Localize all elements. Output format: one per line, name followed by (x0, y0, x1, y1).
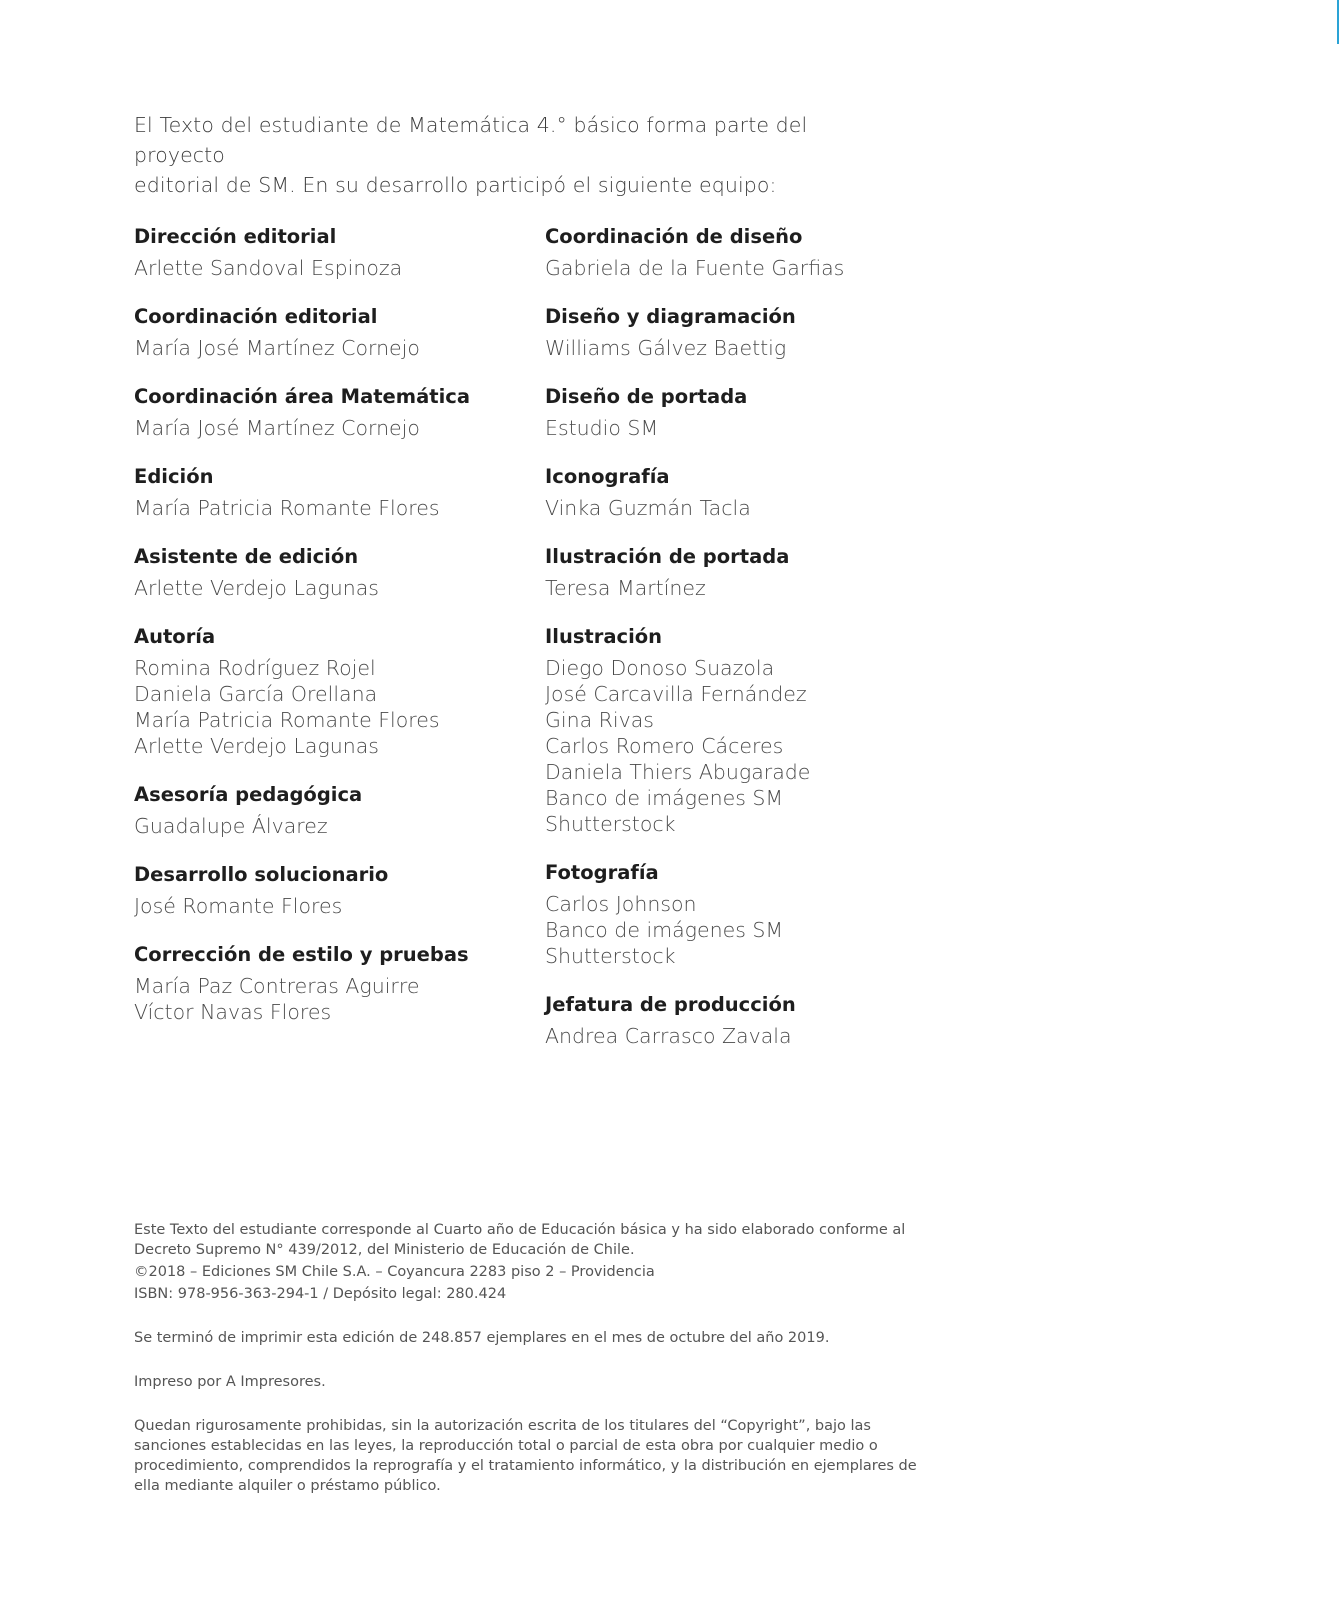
credit-name: Banco de imágenes SM (545, 918, 784, 942)
credit-role: Edición (134, 465, 214, 488)
credit-role: Coordinación área Matemática (134, 385, 470, 408)
credit-role: Diseño de portada (545, 385, 748, 408)
credit-block (545, 224, 965, 281)
intro-line: editorial de SM. En su desarrollo participó el siguiente equipo: (134, 173, 777, 197)
credit-name: Daniela García Orellana (134, 682, 378, 706)
credit-name: María Patricia Romante Flores (134, 496, 440, 520)
print-run-text: Se terminó de imprimir esta edición de 248.857 ejemplares en el mes de octubre del año 2019. (134, 1330, 830, 1346)
credit-block (134, 464, 534, 521)
credit-name: Estudio SM (545, 416, 659, 440)
credit-names (134, 893, 534, 919)
credit-name: Arlette Verdejo Lagunas (134, 734, 379, 758)
credit-role: Coordinación de diseño (545, 225, 803, 248)
credit-names (134, 415, 534, 441)
printer-text: Impreso por A Impresores. (134, 1374, 326, 1390)
credit-block (134, 224, 534, 281)
credit-names (545, 575, 965, 601)
credit-role: Diseño y diagramación (545, 305, 796, 328)
credit-name: Daniela Thiers Abugarade (545, 760, 811, 784)
credit-name: Shutterstock (545, 812, 676, 836)
credit-name: Gina Rivas (545, 708, 654, 732)
intro-line: El Texto del estudiante de Matemática 4.° básico forma parte del proyecto (134, 113, 808, 167)
credit-role: Ilustración (545, 625, 663, 648)
rights-text: procedimiento, comprendidos la reprografía y el tratamiento informático, y la distribución en ejemplares de (134, 1458, 917, 1474)
credit-names (134, 255, 534, 281)
credit-name: Vinka Guzmán Tacla (545, 496, 751, 520)
credit-names (545, 335, 965, 361)
credit-names (134, 655, 534, 759)
credit-name: Víctor Navas Flores (134, 1000, 332, 1024)
credit-block (545, 384, 965, 441)
credit-name: Carlos Johnson (545, 892, 697, 916)
credit-role: Fotografía (545, 861, 659, 884)
decree-text: Este Texto del estudiante corresponde al Cuarto año de Educación básica y ha sido elaborado conforme al (134, 1222, 906, 1238)
credit-names (545, 415, 965, 441)
credit-name: María Paz Contreras Aguirre (134, 974, 420, 998)
credit-name: Arlette Sandoval Espinoza (134, 256, 403, 280)
credit-block (545, 464, 965, 521)
credit-names (134, 813, 534, 839)
rights-text: ella mediante alquiler o préstamo público. (134, 1478, 441, 1494)
credit-names (134, 973, 534, 1025)
credits-right-column (545, 224, 965, 1072)
credit-block (545, 304, 965, 361)
credit-name: Banco de imágenes SM (545, 786, 784, 810)
credit-names (545, 655, 965, 837)
credit-name: Andrea Carrasco Zavala (545, 1024, 792, 1048)
credit-block (134, 862, 534, 919)
credit-block (134, 304, 534, 361)
credit-role: Coordinación editorial (134, 305, 378, 328)
credit-names (545, 255, 965, 281)
credit-names (134, 335, 534, 361)
credit-names (134, 575, 534, 601)
credit-name: María José Martínez Cornejo (134, 336, 420, 360)
credit-name: Arlette Verdejo Lagunas (134, 576, 379, 600)
credit-block (545, 544, 965, 601)
credit-block (134, 942, 534, 1025)
credit-role: Desarrollo solucionario (134, 863, 389, 886)
credit-name: Diego Donoso Suazola (545, 656, 775, 680)
credit-role: Iconografía (545, 465, 670, 488)
credit-block (545, 992, 965, 1049)
credit-name: Romina Rodríguez Rojel (134, 656, 376, 680)
credit-role: Corrección de estilo y pruebas (134, 943, 469, 966)
credit-name: María Patricia Romante Flores (134, 708, 440, 732)
legal-footer (134, 1220, 924, 1496)
credit-name: María José Martínez Cornejo (134, 416, 420, 440)
credit-name: José Carcavilla Fernández (545, 682, 807, 706)
isbn-text: ISBN: 978-956-363-294-1 / Depósito legal: 280.424 (134, 1286, 507, 1302)
credit-role: Asesoría pedagógica (134, 783, 363, 806)
credit-names (545, 891, 965, 969)
credit-role: Dirección editorial (134, 225, 337, 248)
credit-role: Ilustración de portada (545, 545, 790, 568)
credit-name: Gabriela de la Fuente Garfias (545, 256, 845, 280)
credit-names (545, 1023, 965, 1049)
credits-left-column (134, 224, 534, 1048)
credit-names (545, 495, 965, 521)
credit-names (134, 495, 534, 521)
intro-paragraph (134, 110, 894, 200)
credit-name: Carlos Romero Cáceres (545, 734, 784, 758)
credit-block (134, 782, 534, 839)
credit-role: Jefatura de producción (545, 993, 796, 1016)
credit-block (545, 624, 965, 837)
credit-name: José Romante Flores (134, 894, 343, 918)
copyright-text: ©2018 – Ediciones SM Chile S.A. – Coyancura 2283 piso 2 – Providencia (134, 1264, 655, 1280)
rights-text: sanciones establecidas en las leyes, la reproducción total o parcial de esta obra por cualquier medio o (134, 1438, 878, 1454)
credit-block (545, 860, 965, 969)
credit-block (134, 544, 534, 601)
credit-name: Williams Gálvez Baettig (545, 336, 787, 360)
credit-name: Teresa Martínez (545, 576, 706, 600)
rights-text: Quedan rigurosamente prohibidas, sin la autorización escrita de los titulares del “Copyright”, bajo las (134, 1418, 871, 1434)
decree-text: Decreto Supremo N° 439/2012, del Ministerio de Educación de Chile. (134, 1242, 635, 1258)
credit-role: Asistente de edición (134, 545, 359, 568)
credit-role: Autoría (134, 625, 216, 648)
credit-name: Guadalupe Álvarez (134, 814, 328, 838)
credit-block (134, 384, 534, 441)
credit-block (134, 624, 534, 759)
credit-name: Shutterstock (545, 944, 676, 968)
